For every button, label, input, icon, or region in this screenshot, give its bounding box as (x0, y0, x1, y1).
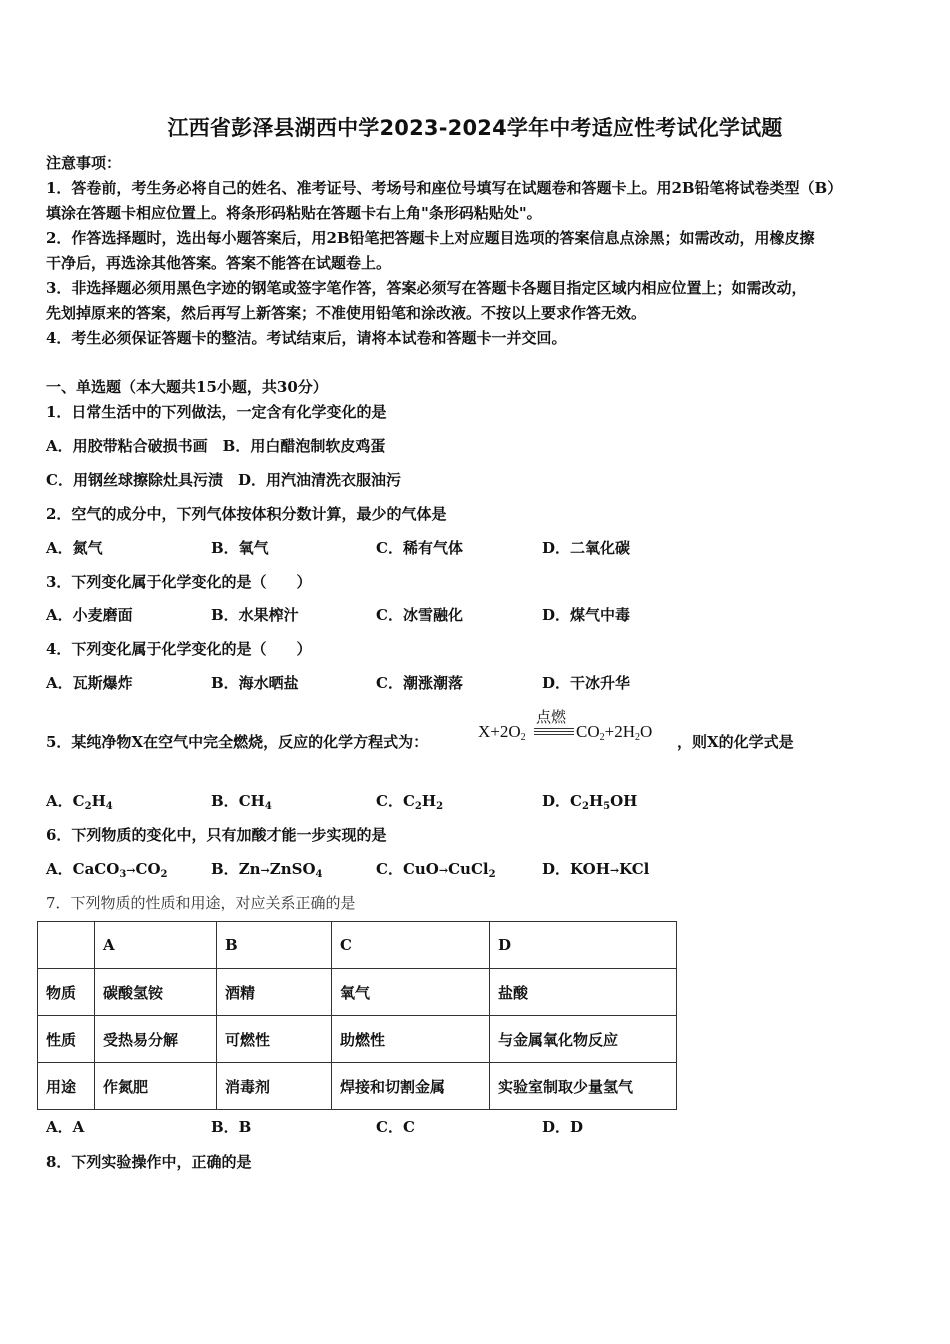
question-2-option-d[interactable]: D．二氧化碳 (542, 539, 631, 557)
formula-text: H (421, 792, 437, 810)
question-3-option-b[interactable]: B．水果榨汁 (211, 606, 299, 624)
formula-text: C (402, 792, 415, 810)
notice-line: 填涂在答题卡相应位置上。将条形码粘贴在答题卡右上角"条形码粘贴处"。 (46, 204, 542, 222)
formula-text: OH (610, 792, 638, 810)
arrow-icon: → (260, 864, 270, 877)
question-6-option-d[interactable] (542, 858, 649, 879)
formula-subscript: 2 (436, 801, 444, 812)
table-cell: 受热易分解 (95, 1016, 217, 1063)
option-label: A． (46, 860, 73, 878)
formula-text: C (72, 792, 85, 810)
table-cell: B (217, 922, 332, 969)
question-7-table (37, 921, 677, 1110)
question-5-option-d[interactable] (542, 790, 637, 811)
arrow-icon: → (126, 864, 136, 877)
table-cell: 助燃性 (332, 1016, 490, 1063)
table-cell: C (332, 922, 490, 969)
formula-text: X+2O (478, 722, 521, 741)
notice-line: 1．答卷前，考生务必将自己的姓名、准考证号、考场号和座位号填写在试题卷和答题卡上。用2B铅笔将试卷类型（B） (46, 179, 843, 197)
option-label: B． (211, 860, 239, 878)
arrow-icon: → (609, 864, 620, 877)
question-7-stem: 7．下列物质的性质和用途，对应关系正确的是 (46, 894, 356, 912)
formula-subscript: 5 (603, 801, 611, 812)
formula-text: KOH (570, 860, 610, 878)
question-6-option-c[interactable] (376, 858, 496, 879)
notice-heading: 注意事项： (46, 154, 122, 172)
question-5-option-c[interactable] (376, 790, 443, 811)
question-2-stem: 2．空气的成分中，下列气体按体积分数计算，最少的气体是 (46, 505, 447, 523)
notice-line: 4．考生必须保证答题卡的整洁。考试结束后，请将本试卷和答题卡一并交回。 (46, 329, 567, 347)
formula-subscript: 4 (315, 869, 323, 880)
question-7-option-b[interactable]: B．B (211, 1118, 252, 1136)
formula-text: H (588, 792, 604, 810)
formula-subscript: 2 (488, 869, 496, 880)
chemical-equation (478, 706, 674, 750)
formula-text: H (91, 792, 106, 810)
table-cell (38, 922, 95, 969)
equation-products (576, 722, 652, 742)
question-4-option-b[interactable]: B．海水晒盐 (211, 674, 299, 692)
question-6-option-a[interactable] (46, 858, 167, 879)
arrow-icon: → (438, 864, 449, 877)
table-cell: D (490, 922, 677, 969)
question-4-option-c[interactable]: C．潮涨潮落 (376, 674, 463, 692)
table-cell: 物质 (38, 969, 95, 1016)
question-6-stem: 6．下列物质的变化中，只有加酸才能一步实现的是 (46, 826, 387, 844)
formula-subscript: 2 (599, 732, 605, 743)
equation-reactants (478, 722, 526, 742)
formula-text: CH (238, 792, 265, 810)
formula-subscript: 2 (581, 801, 589, 812)
equation-bar (534, 731, 574, 732)
formula-text: CO (135, 860, 161, 878)
formula-subscript: 4 (105, 801, 113, 812)
notice-line: 先划掉原来的答案，然后再写上新答案；不准使用铅笔和涂改液。不按以上要求作答无效。 (46, 304, 647, 322)
equation-bar (534, 728, 574, 729)
question-2-option-a[interactable]: A．氮气 (46, 539, 103, 557)
table-cell: 氧气 (332, 969, 490, 1016)
table-cell: 实验室制取少量氢气 (490, 1063, 677, 1110)
table-cell: 性质 (38, 1016, 95, 1063)
table-cell: 作氮肥 (95, 1063, 217, 1110)
formula-text: C (570, 792, 582, 810)
question-2-option-b[interactable]: B．氧气 (211, 539, 269, 557)
question-7-option-a[interactable]: A．A (46, 1118, 85, 1136)
question-1-options-row2[interactable]: C．用钢丝球擦除灶具污渍 D．用汽油清洗衣服油污 (46, 471, 401, 489)
reaction-condition: 点燃 (536, 710, 567, 726)
formula-text: CuCl (448, 860, 489, 878)
notice-line: 2．作答选择题时，选出每小题答案后，用2B铅笔把答题卡上对应题目选项的答案信息点涂黑；如需改动，用橡皮擦 (46, 229, 815, 247)
option-label: D． (542, 792, 571, 810)
table-cell: 碳酸氢铵 (95, 969, 217, 1016)
formula-subscript: 2 (414, 801, 422, 812)
table-row (38, 969, 677, 1016)
question-1-stem: 1．日常生活中的下列做法，一定含有化学变化的是 (46, 403, 387, 421)
formula-text: CaCO (72, 860, 120, 878)
option-label: C． (376, 860, 403, 878)
table-header-row (38, 922, 677, 969)
question-1-options-row1[interactable]: A．用胶带粘合破损书画 B．用白醋泡制软皮鸡蛋 (46, 437, 386, 455)
formula-subscript: 2 (635, 732, 640, 743)
formula-subscript: 2 (160, 869, 168, 880)
table-cell: 可燃性 (217, 1016, 332, 1063)
formula-text: +2H (604, 722, 635, 741)
question-5-stem-end: ，则X的化学式是 (677, 733, 794, 751)
table-cell: 用途 (38, 1063, 95, 1110)
table-row (38, 1016, 677, 1063)
question-5-option-b[interactable] (211, 790, 272, 811)
question-4-option-d[interactable]: D．干冰升华 (542, 674, 631, 692)
section-heading: 一、单选题（本大题共15小题，共30分） (46, 378, 328, 396)
formula-text: Zn (238, 860, 261, 878)
question-7-option-c[interactable]: C．C (376, 1118, 415, 1136)
formula-subscript: 2 (520, 732, 526, 743)
question-4-option-a[interactable]: A．瓦斯爆炸 (46, 674, 133, 692)
question-4-stem: 4．下列变化属于化学变化的是（ ） (46, 640, 312, 658)
table-cell: 消毒剂 (217, 1063, 332, 1110)
table-cell: 与金属氧化物反应 (490, 1016, 677, 1063)
formula-text: CuO (402, 860, 439, 878)
formula-text: O (640, 722, 653, 741)
question-3-option-c[interactable]: C．冰雪融化 (376, 606, 463, 624)
question-5-option-a[interactable] (46, 790, 113, 811)
question-8-stem: 8．下列实验操作中，正确的是 (46, 1153, 252, 1171)
option-label: A． (46, 792, 73, 810)
notice-line: 3．非选择题必须用黑色字迹的钢笔或签字笔作答，答案必须写在答题卡各题目指定区域内相应位置上；如需改动， (46, 279, 807, 297)
formula-text: CO (576, 722, 600, 741)
formula-subscript: 4 (264, 801, 272, 812)
formula-text: ZnSO (269, 860, 316, 878)
question-7-option-d[interactable]: D．D (542, 1118, 584, 1136)
table-cell: 酒精 (217, 969, 332, 1016)
table-cell: 焊接和切割金属 (332, 1063, 490, 1110)
equation-bar (534, 734, 574, 735)
formula-subscript: 3 (119, 869, 127, 880)
notice-line: 干净后，再选涂其他答案。答案不能答在试题卷上。 (46, 254, 392, 272)
question-3-option-a[interactable]: A．小麦磨面 (46, 606, 133, 624)
table-cell: 盐酸 (490, 969, 677, 1016)
question-5-stem: 5．某纯净物X在空气中完全燃烧，反应的化学方程式为： (46, 733, 429, 751)
page-title: 江西省彭泽县湖西中学2023-2024学年中考适应性考试化学试题 (167, 116, 783, 140)
option-label: C． (376, 792, 403, 810)
question-3-option-d[interactable]: D．煤气中毒 (542, 606, 631, 624)
question-2-option-c[interactable]: C．稀有气体 (376, 539, 463, 557)
formula-subscript: 2 (84, 801, 92, 812)
table-cell: A (95, 922, 217, 969)
option-label: B． (211, 792, 239, 810)
formula-text: KCl (619, 860, 650, 878)
option-label: D． (542, 860, 571, 878)
question-3-stem: 3．下列变化属于化学变化的是（ ） (46, 573, 312, 591)
question-6-option-b[interactable] (211, 858, 323, 879)
table-row (38, 1063, 677, 1110)
